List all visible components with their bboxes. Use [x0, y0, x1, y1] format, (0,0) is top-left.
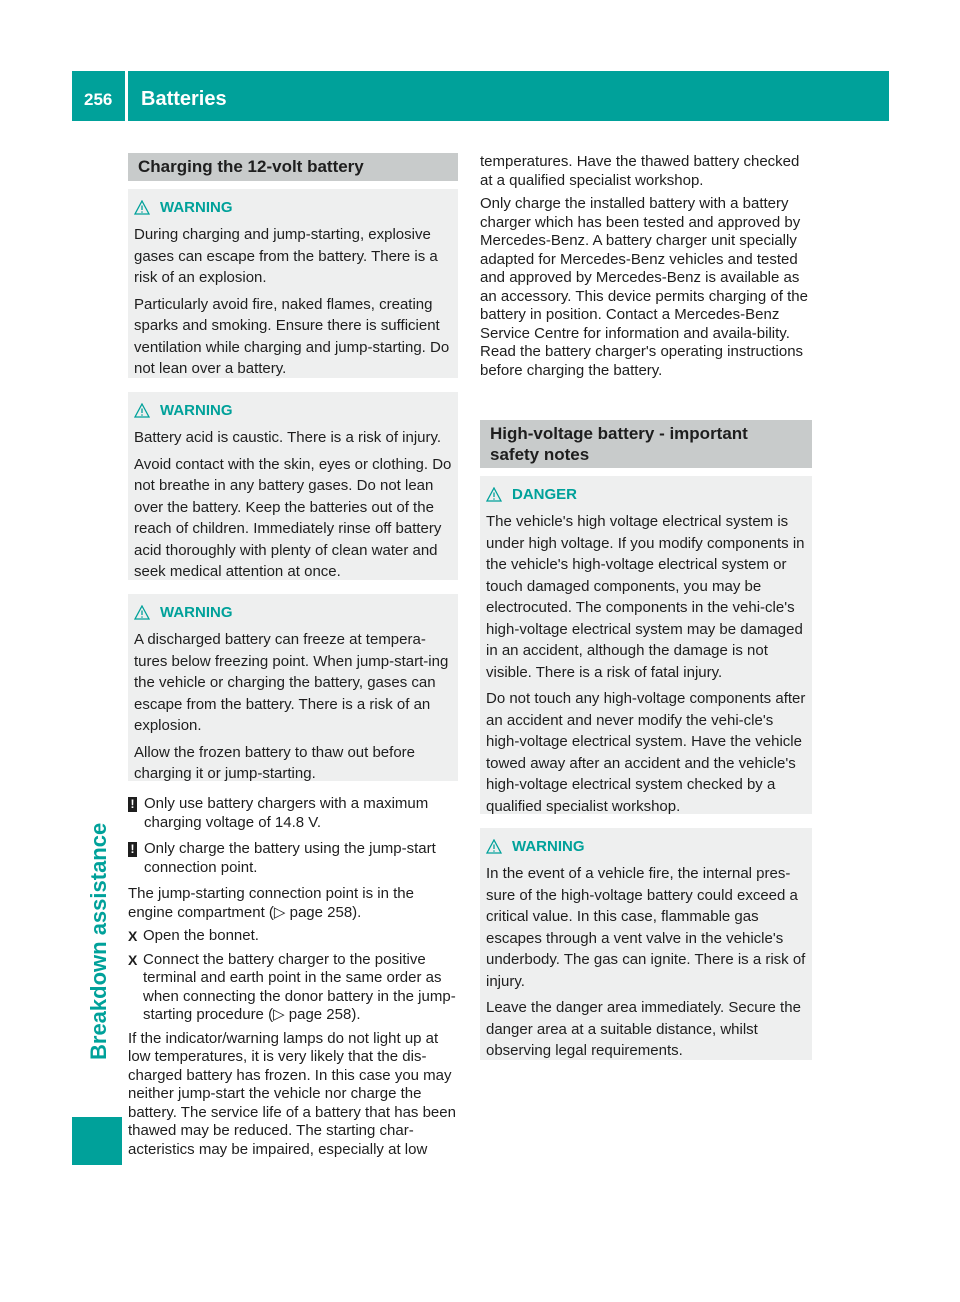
warning-heading: WARNING — [486, 838, 806, 855]
warning-box — [128, 594, 458, 781]
warning-text: Battery acid is caustic. There is a risk of injury. — [134, 429, 442, 446]
step-arrow-icon: X — [128, 928, 138, 944]
warning-text: In the event of a vehicle fire, the internal pres-sure of the high-voltage battery could exceed a critical value. In this case, flammable gas escapes through a vent valve in the vehicle's underbody. The gas can ignite. There is a risk of injury. — [486, 865, 806, 990]
warning-box — [128, 392, 458, 580]
warning-triangle-icon — [486, 487, 502, 502]
body-paragraph: The jump-starting connection point is in the engine compartment (▷ page 258). — [128, 885, 414, 921]
step-item: X Connect the battery charger to the positive terminal and earth point in the same order as when connecting the donor battery in the jump-starting procedure (▷ page 258). — [128, 950, 456, 1023]
page-number: 256 — [84, 90, 113, 109]
header-divider — [125, 71, 128, 121]
warning-heading: WARNING — [134, 199, 452, 216]
exclamation-note-icon: ! — [128, 842, 137, 857]
warning-triangle-icon — [134, 605, 150, 620]
warning-box — [128, 189, 458, 378]
warning-text: Allow the frozen battery to thaw out before charging it or jump-starting. — [134, 743, 415, 782]
step-arrow-icon: X — [128, 951, 138, 968]
section-heading: High-voltage battery - important safety notes — [480, 420, 812, 468]
step-item: X Open the bonnet. — [128, 927, 259, 944]
side-tab-marker — [72, 1117, 122, 1165]
notes-and-steps — [128, 795, 458, 1159]
note-item: ! Only use battery chargers with a maximum charging voltage of 14.8 V. — [128, 795, 458, 832]
warning-text: Particularly avoid fire, naked flames, creating sparks and smoking. Ensure there is sufficient ventilation while charging and jump-starting. Do not lean over a battery. — [134, 295, 450, 377]
danger-box — [480, 476, 812, 814]
section-heading: Charging the 12-volt battery — [128, 153, 458, 181]
body-paragraph: temperatures. Have the thawed battery checked at a qualified specialist workshop. — [480, 153, 800, 189]
warning-heading: WARNING — [134, 402, 452, 419]
left-column — [128, 153, 458, 1164]
warning-text: Avoid contact with the skin, eyes or clothing. Do not breathe in any battery gases. Do not lean over the battery. Keep the batteries out of the reach of children. Immediately rinse off battery acid thoroughly with plenty of clean water and seek medical attention at once. — [134, 455, 452, 580]
warning-triangle-icon — [486, 839, 502, 854]
page-title: Batteries — [141, 88, 227, 110]
warning-triangle-icon — [134, 200, 150, 215]
body-paragraph: Only charge the installed battery with a battery charger which has been tested and approved by Mercedes-Benz. A battery charger unit specially adapted for Mercedes-Benz vehicles and tested and approved by Mercedes-Benz is available as an accessory. This device permits charging of the battery in position. Contact a Mercedes-Benz Service Centre for information and availa-bility. Read the battery charger's operating instructions before charging the battery. — [480, 195, 808, 379]
warning-text: Leave the danger area immediately. Secure the danger area at a suitable distance, whilst observing legal requirements. — [486, 999, 801, 1059]
danger-heading: DANGER — [486, 486, 806, 503]
warning-heading: WARNING — [134, 604, 452, 621]
body-paragraph: If the indicator/warning lamps do not light up at low temperatures, it is very likely that the dis-charged battery has frozen. In this case you may neither jump-start the vehicle nor charge the battery. The service life of a battery that has been thawed may be reduced. The starting char-acteristics may be impaired, especially at low — [128, 1029, 456, 1158]
note-item: ! Only charge the battery using the jump-start connection point. — [128, 840, 458, 877]
side-tab-label: Breakdown assistance — [86, 822, 111, 1060]
danger-text: The vehicle's high voltage electrical system is under high voltage. If you modify components in the vehicle's high-voltage electrical system or touch damaged components, you may be electrocuted. The components in the vehi-cle's high-voltage electrical system may be damaged in an accident, although the damage is not visible. There is a risk of fatal injury. — [486, 513, 805, 681]
exclamation-note-icon: ! — [128, 797, 137, 812]
warning-text: A discharged battery can freeze at tempera-tures below freezing point. When jump-start-ing the vehicle or charging the battery, gases can escape from the battery. There is a risk of an explosion. — [134, 631, 449, 734]
warning-triangle-icon — [134, 403, 150, 418]
danger-text: Do not touch any high-voltage components after an accident and never modify the vehi-cle's high-voltage electrical system. Have the vehicle towed away after an accident and the vehicle's high-voltage electrical system checked by a qualified specialist workshop. — [486, 690, 806, 815]
right-column — [480, 153, 812, 1060]
warning-text: During charging and jump-starting, explosive gases can escape from the battery. There is a risk of an explosion. — [134, 226, 438, 286]
warning-box — [480, 828, 812, 1060]
